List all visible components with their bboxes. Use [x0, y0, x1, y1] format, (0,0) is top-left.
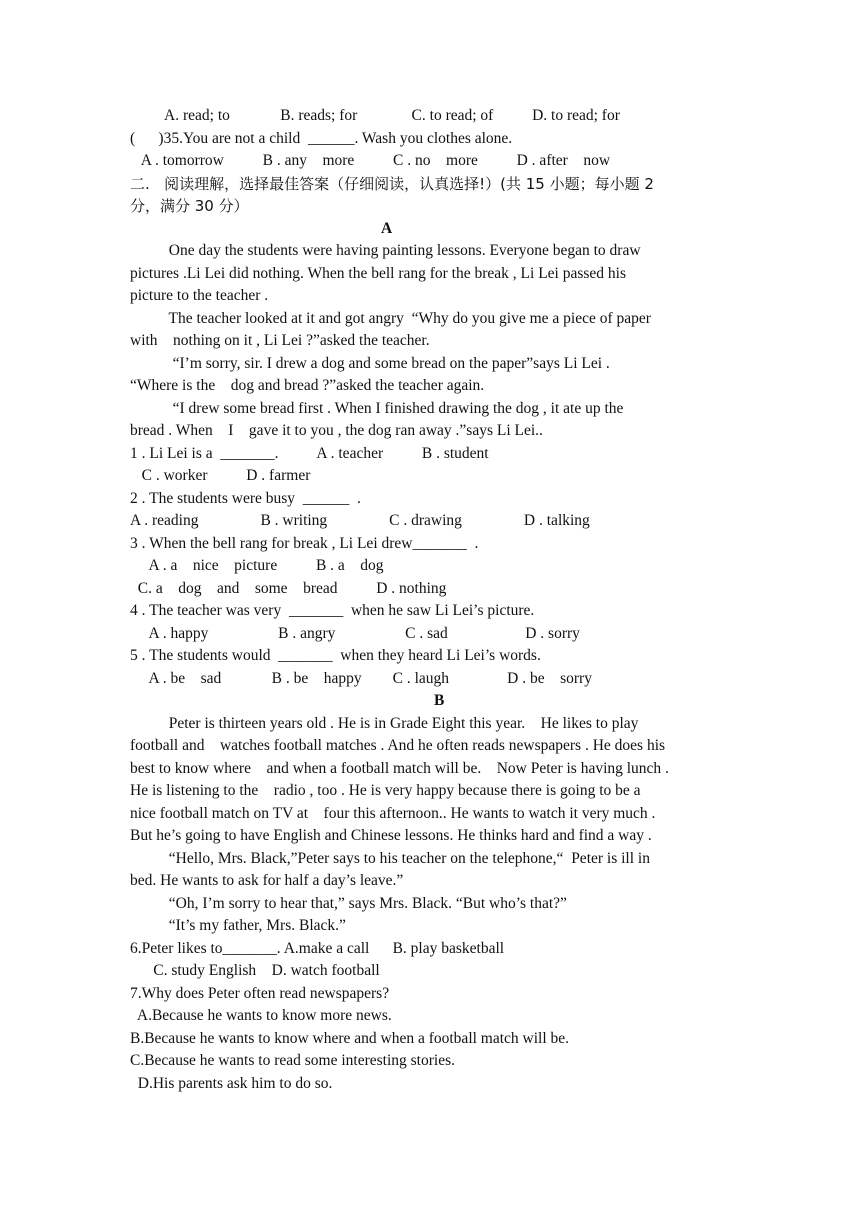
q35-question: ( )35.You are not a child ______. Wash you clothes alone. [130, 130, 513, 147]
passage-b-line: But he’s going to have English and Chinese lessons. He thinks hard and find a way . [130, 827, 652, 844]
question-5: 5 . The students would _______ when they heard Li Lei’s words. [130, 647, 541, 664]
passage-b-line: nice football match on TV at four this afternoon.. He wants to watch it very much . [130, 805, 656, 822]
question-7-option-d: D.His parents ask him to do so. [130, 1075, 333, 1092]
question-3-options: C. a dog and some bread D . nothing [130, 580, 447, 597]
section-heading: 二. 阅读理解，选择最佳答案（仔细阅读，认真选择!）(共 15 小题；每小题 2 [130, 175, 654, 193]
passage-a-line: pictures .Li Lei did nothing. When the bell rang for the break , Li Lei passed his [130, 265, 627, 282]
passage-a-line: One day the students were having painting lessons. Everyone began to draw [130, 242, 641, 259]
passage-a-line: picture to the teacher . [130, 287, 269, 304]
question-2: 2 . The students were busy ______ . [130, 490, 361, 507]
passage-a-line: “I’m sorry, sir. I drew a dog and some bread on the paper”says Li Lei . [130, 355, 610, 372]
passage-b-line: He is listening to the radio , too . He is very happy because there is going to be a [130, 782, 641, 799]
q35-options: A . tomorrow B . any more C . no more D . after now [130, 152, 611, 169]
passage-b-line: football and watches football matches . And he often reads newspapers . He does his [130, 737, 666, 754]
passage-b-line: “It’s my father, Mrs. Black.” [130, 917, 346, 934]
passage-a-line: The teacher looked at it and got angry “Why do you give me a piece of paper [130, 310, 651, 327]
passage-a-line: “Where is the dog and bread ?”asked the teacher again. [130, 377, 485, 394]
passage-a-line: “I drew some bread first . When I finished drawing the dog , it ate up the [130, 400, 624, 417]
question-3-options: A . a nice picture B . a dog [130, 557, 384, 574]
passage-b-line: best to know where and when a football match will be. Now Peter is having lunch . [130, 760, 669, 777]
question-7: 7.Why does Peter often read newspapers? [130, 985, 390, 1002]
passage-b-line: bed. He wants to ask for half a day’s leave.” [130, 872, 404, 889]
passage-b-line: “Hello, Mrs. Black,”Peter says to his teacher on the telephone,“ Peter is ill in [130, 850, 650, 867]
question-5-options: A . be sad B . be happy C . laugh D . be sorry [130, 670, 592, 687]
passage-b-line: Peter is thirteen years old . He is in Grade Eight this year. He likes to play [130, 715, 639, 732]
passage-b-title: B [434, 692, 445, 709]
question-6: 6.Peter likes to_______. A.make a call B. play basketball [130, 940, 505, 957]
section-heading-cont: 分，满分 30 分） [130, 197, 249, 215]
question-7-option-a: A.Because he wants to know more news. [130, 1007, 392, 1024]
passage-b-line: “Oh, I’m sorry to hear that,” says Mrs. Black. “But who’s that?” [130, 895, 567, 912]
passage-a-title: A [381, 220, 393, 237]
q34-options: A. read; to B. reads; for C. to read; of D. to read; for [130, 107, 620, 124]
question-1-options: C . worker D . farmer [130, 467, 311, 484]
passage-a-line: with nothing on it , Li Lei ?”asked the teacher. [130, 332, 430, 349]
question-7-option-b: B.Because he wants to know where and when a football match will be. [130, 1030, 570, 1047]
question-2-options: A . reading B . writing C . drawing D . talking [130, 512, 590, 529]
question-6-options: C. study English D. watch football [130, 962, 380, 979]
question-4-options: A . happy B . angry C . sad D . sorry [130, 625, 580, 642]
passage-a-line: bread . When I gave it to you , the dog ran away .”says Li Lei.. [130, 422, 543, 439]
question-1: 1 . Li Lei is a _______. A . teacher B . student [130, 445, 489, 462]
question-7-option-c: C.Because he wants to read some interesting stories. [130, 1052, 455, 1069]
question-3: 3 . When the bell rang for break , Li Lei drew_______ . [130, 535, 479, 552]
question-4: 4 . The teacher was very _______ when he saw Li Lei’s picture. [130, 602, 535, 619]
